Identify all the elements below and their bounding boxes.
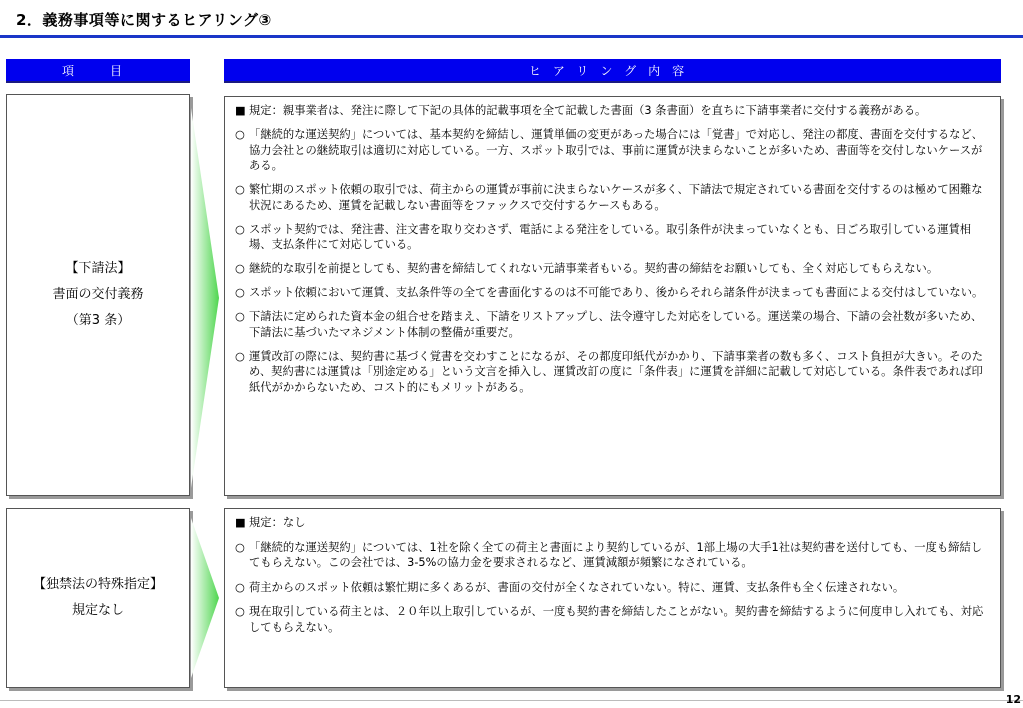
circle-bullet-icon: ○ [235, 262, 245, 275]
paragraph-text: 継続的な取引を前提としても、契約書を締結してくれない元請事業者もいる。契約書の締結をお願いしても、全く対応してもらえない。 [249, 262, 939, 275]
circle-bullet-icon: ○ [235, 580, 245, 594]
footer-rule [0, 700, 1023, 701]
paragraph [235, 261, 992, 277]
paragraph-text: 運賃改訂の際には、契約書に基づく覚書を交わすことになるが、その都度印紙代がかかり、下請事業者の数も多く、コスト負担が大きい。そのため、契約書には運賃は「別途定める」という文言を挿入し、運賃改訂の度に「条件表」に運賃を詳細に記載して対応している。条件表であれば印紙代がかからないため、コスト的にもメリットがある。 [249, 349, 984, 394]
paragraph-text: 「継続的な運送契約」については、1社を除く全ての荷主と書面により契約しているが、1部上場の大手1社は契約書を送付しても、一度も締結してもらえない。この会社では、3-5%の協力金を要求されるなど、運賃減額が頻繁になされている。 [249, 540, 983, 569]
paragraph-text: 現在取引している荷主とは、２０年以上取引しているが、一度も契約書を締結したことがない。契約書を締結するように何度申し入れても、対応してもらえない。 [249, 605, 984, 634]
section-1-content [224, 96, 1001, 496]
circle-bullet-icon: ○ [235, 540, 245, 554]
section-1-item [6, 94, 190, 496]
paragraph [235, 182, 992, 213]
circle-bullet-icon: ○ [235, 128, 245, 141]
section-2-item-line: 【独禁法の特殊指定】 [32, 577, 163, 592]
paragraph-text: 荷主からのスポット依頼は繁忙期に多くあるが、書面の交付が全くなされていない。特に、運賃、支払条件も全く伝達されない。 [249, 580, 905, 594]
section-2-item [6, 508, 190, 688]
paragraph [235, 127, 992, 174]
paragraph [235, 309, 992, 340]
paragraph [235, 515, 992, 531]
paragraph [235, 540, 992, 571]
paragraph [235, 580, 992, 596]
paragraph [235, 349, 992, 396]
section-1-item-line: 書面の交付義務 [52, 287, 144, 302]
paragraph-text: 規定：なし [249, 516, 306, 529]
paragraph-text: スポット依頼において運賃、支払条件等の全てを書面化するのは不可能であり、後からそれら諸条件が決まっても書面による交付はしていない。 [249, 286, 984, 299]
circle-bullet-icon: ○ [235, 349, 245, 363]
page-number: 12 [1005, 693, 1021, 706]
circle-bullet-icon: ○ [235, 222, 245, 236]
circle-bullet-icon: ○ [235, 286, 245, 299]
paragraph [235, 285, 992, 301]
paragraph-text: 下請法に定められた資本金の組合せを踏まえ、下請をリストアップし、法令遵守した対応をしている。運送業の場合、下請の会社数が多いため、下請法に基づいたマネジメント体制の整備が重要だ。 [249, 310, 983, 339]
header-content-column: ヒアリング内容 [224, 59, 1001, 83]
paragraph-text: 繁忙期のスポット依頼の取引では、荷主からの運賃が事前に決まらないケースが多く、下請法で規定されている書面を交付するのは極めて困難な状況にあるため、運賃を記載しない書面等をファックスで交付するケースもある。 [249, 183, 983, 212]
circle-bullet-icon: ○ [235, 310, 245, 323]
section-2-item-line: 規定なし [71, 603, 124, 618]
circle-bullet-icon: ○ [235, 183, 245, 196]
paragraph [235, 103, 992, 119]
section-1-arrow-icon [191, 108, 219, 488]
paragraph-text: スポット契約では、発注書、注文書を取り交わさず、電話による発注をしている。取引条件が決まっていなくとも、日ごろ取引している運賃相場、支払条件にて対応している。 [249, 222, 972, 251]
paragraph-text: 規定：親事業者は、発注に際して下記の具体的記載事項を全て記載した書面（3 条書面）を直ちに下請事業者に交付する義務がある。 [249, 104, 927, 117]
section-1-item-line: （第3 条） [65, 313, 131, 328]
page-title: 2．義務事項等に関するヒアリング③ [16, 11, 272, 29]
paragraph [235, 222, 992, 253]
title-bar [0, 0, 1023, 38]
circle-bullet-icon: ○ [235, 605, 245, 618]
paragraph [235, 604, 992, 635]
square-bullet-icon: ■ [235, 104, 246, 117]
title-underline [0, 35, 1023, 38]
section-1-item-line: 【下請法】 [65, 261, 131, 276]
section-2-arrow-icon [191, 518, 219, 678]
section-2-content [224, 508, 1001, 688]
paragraph-text: 「継続的な運送契約」については、基本契約を締結し、運賃単価の変更があった場合には「覚書」で対応し、発注の都度、書面を交付するなど、協力会社との継続取引は適切に対応している。一方、スポット取引では、事前に運賃が決まらないことが多いため、書面等を交付しないケースがある。 [249, 128, 983, 172]
header-item-column: 項 目 [6, 59, 190, 83]
square-bullet-icon: ■ [235, 516, 246, 529]
